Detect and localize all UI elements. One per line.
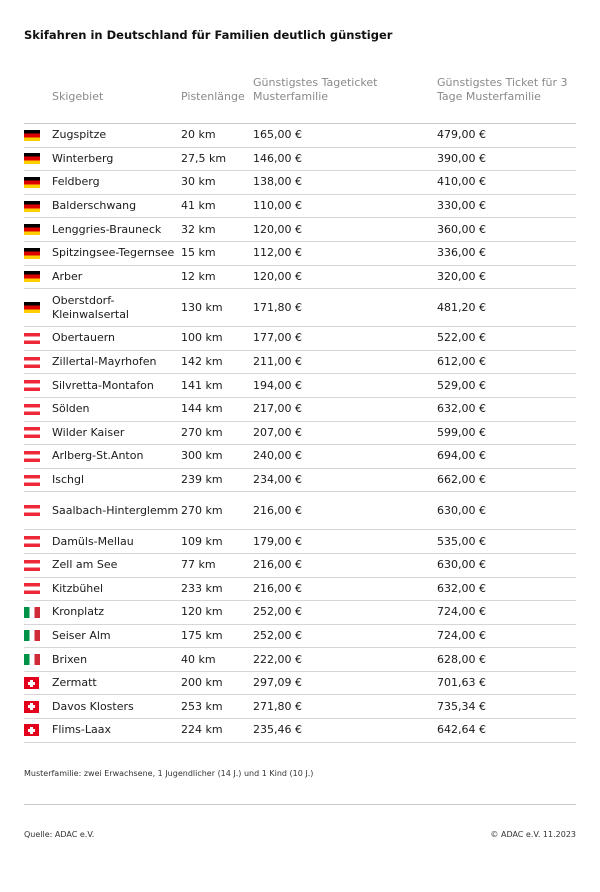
tagesticket-cell: 177,00 €	[253, 331, 302, 345]
header-tagesticket: Günstigstes Tageticket Musterfamilie	[253, 76, 378, 103]
ticket-3-tage-cell: 522,00 €	[437, 331, 486, 345]
ticket-3-tage-cell: 694,00 €	[437, 449, 486, 463]
skigebiet-cell: Saalbach-Hinterglemm	[52, 503, 179, 517]
ticket-3-tage-cell: 360,00 €	[437, 222, 486, 236]
ticket-3-tage-cell: 479,00 €	[437, 128, 486, 142]
pistenlaenge-cell: 15 km	[181, 246, 216, 260]
switzerland-flag-icon	[24, 677, 39, 689]
header-skigebiet: Skigebiet	[52, 90, 104, 103]
tagesticket-cell: 240,00 €	[253, 449, 302, 463]
austria-flag-icon	[24, 427, 40, 438]
table-row	[24, 124, 576, 148]
italy-flag-icon	[24, 654, 40, 665]
table-row	[24, 148, 576, 172]
table-row	[24, 327, 576, 351]
table-row	[24, 398, 576, 422]
skigebiet-cell: Balderschwang	[52, 199, 137, 213]
table-row	[24, 374, 576, 398]
pistenlaenge-cell: 120 km	[181, 605, 223, 619]
tagesticket-cell: 120,00 €	[253, 269, 302, 283]
ticket-3-tage-cell: 701,63 €	[437, 676, 486, 690]
table-row	[24, 445, 576, 469]
skigebiet-cell: Kronplatz	[52, 605, 105, 619]
germany-flag-icon	[24, 248, 40, 259]
ticket-3-tage-cell: 390,00 €	[437, 151, 486, 165]
ticket-3-tage-cell: 410,00 €	[437, 175, 486, 189]
header-pistenlaenge: Pistenlänge	[181, 90, 245, 103]
skigebiet-cell: Brixen	[52, 652, 88, 666]
table-row	[24, 578, 576, 602]
germany-flag-icon	[24, 177, 40, 188]
pistenlaenge-cell: 175 km	[181, 628, 223, 642]
ticket-3-tage-cell: 735,34 €	[437, 699, 486, 713]
skigebiet-cell: Arber	[52, 269, 83, 283]
skigebiet-cell: Zermatt	[52, 676, 97, 690]
tagesticket-cell: 216,00 €	[253, 503, 302, 517]
ticket-3-tage-cell: 630,00 €	[437, 558, 486, 572]
tagesticket-cell: 216,00 €	[253, 581, 302, 595]
austria-flag-icon	[24, 380, 40, 391]
pistenlaenge-cell: 270 km	[181, 425, 223, 439]
pistenlaenge-cell: 253 km	[181, 699, 223, 713]
tagesticket-cell: 165,00 €	[253, 128, 302, 142]
table-row	[24, 289, 576, 327]
table-row	[24, 719, 576, 743]
pistenlaenge-cell: 224 km	[181, 723, 223, 737]
table-row	[24, 422, 576, 446]
pistenlaenge-cell: 141 km	[181, 378, 223, 392]
austria-flag-icon	[24, 451, 40, 462]
footnote: Musterfamilie: zwei Erwachsene, 1 Jugendlicher (14 J.) und 1 Kind (10 J.)	[24, 769, 314, 778]
austria-flag-icon	[24, 475, 40, 486]
pistenlaenge-cell: 239 km	[181, 473, 223, 487]
tagesticket-cell: 217,00 €	[253, 402, 302, 416]
table-row	[24, 195, 576, 219]
pistenlaenge-cell: 32 km	[181, 222, 216, 236]
tagesticket-cell: 120,00 €	[253, 222, 302, 236]
pistenlaenge-cell: 142 km	[181, 355, 223, 369]
pistenlaenge-cell: 12 km	[181, 269, 216, 283]
austria-flag-icon	[24, 505, 40, 516]
tagesticket-cell: 252,00 €	[253, 628, 302, 642]
divider	[24, 804, 576, 805]
skigebiet-cell: Seiser Alm	[52, 628, 111, 642]
tagesticket-cell: 211,00 €	[253, 355, 302, 369]
skigebiet-cell: Wilder Kaiser	[52, 425, 125, 439]
skigebiet-cell: Arlberg-St.Anton	[52, 449, 144, 463]
austria-flag-icon	[24, 404, 40, 415]
ticket-3-tage-cell: 320,00 €	[437, 269, 486, 283]
price-table	[24, 68, 576, 743]
table-row	[24, 625, 576, 649]
skigebiet-cell: Obertauern	[52, 331, 116, 345]
page-title: Skifahren in Deutschland für Familien deutlich günstiger	[24, 28, 393, 42]
table-row	[24, 672, 576, 696]
pistenlaenge-cell: 200 km	[181, 676, 223, 690]
switzerland-flag-icon	[24, 724, 39, 736]
table-row	[24, 242, 576, 266]
germany-flag-icon	[24, 271, 40, 282]
skigebiet-cell: Zell am See	[52, 558, 118, 572]
pistenlaenge-cell: 109 km	[181, 534, 223, 548]
austria-flag-icon	[24, 583, 40, 594]
tagesticket-cell: 252,00 €	[253, 605, 302, 619]
pistenlaenge-cell: 300 km	[181, 449, 223, 463]
pistenlaenge-cell: 100 km	[181, 331, 223, 345]
table-row	[24, 695, 576, 719]
tagesticket-cell: 235,46 €	[253, 723, 302, 737]
austria-flag-icon	[24, 333, 40, 344]
table-row	[24, 218, 576, 242]
table-header	[24, 68, 576, 124]
ticket-3-tage-cell: 330,00 €	[437, 199, 486, 213]
skigebiet-cell: Lenggries-Brauneck	[52, 222, 162, 236]
austria-flag-icon	[24, 560, 40, 571]
pistenlaenge-cell: 130 km	[181, 300, 223, 314]
germany-flag-icon	[24, 224, 40, 235]
ticket-3-tage-cell: 630,00 €	[437, 503, 486, 517]
table-row	[24, 171, 576, 195]
pistenlaenge-cell: 233 km	[181, 581, 223, 595]
italy-flag-icon	[24, 607, 40, 618]
skigebiet-cell: Ischgl	[52, 473, 85, 487]
germany-flag-icon	[24, 130, 40, 141]
germany-flag-icon	[24, 153, 40, 164]
skigebiet-cell: Feldberg	[52, 175, 100, 189]
table-row	[24, 266, 576, 290]
copyright-note: © ADAC e.V. 11.2023	[490, 830, 576, 839]
skigebiet-cell: Silvretta-Montafon	[52, 378, 154, 392]
ticket-3-tage-cell: 612,00 €	[437, 355, 486, 369]
switzerland-flag-icon	[24, 701, 39, 713]
germany-flag-icon	[24, 302, 40, 313]
table-row	[24, 530, 576, 554]
skigebiet-cell: Sölden	[52, 402, 90, 416]
header-ticket-3-tage: Günstigstes Ticket für 3 Tage Musterfamilie	[437, 76, 568, 103]
ticket-3-tage-cell: 481,20 €	[437, 300, 486, 314]
ticket-3-tage-cell: 724,00 €	[437, 628, 486, 642]
table-row	[24, 351, 576, 375]
ticket-3-tage-cell: 599,00 €	[437, 425, 486, 439]
table-row	[24, 554, 576, 578]
table-row	[24, 648, 576, 672]
germany-flag-icon	[24, 201, 40, 212]
tagesticket-cell: 222,00 €	[253, 652, 302, 666]
pistenlaenge-cell: 41 km	[181, 199, 216, 213]
skigebiet-cell: Oberstdorf-Kleinwalsertal	[52, 293, 129, 321]
skigebiet-cell: Winterberg	[52, 151, 114, 165]
austria-flag-icon	[24, 536, 40, 547]
italy-flag-icon	[24, 630, 40, 641]
ticket-3-tage-cell: 632,00 €	[437, 581, 486, 595]
skigebiet-cell: Flims-Laax	[52, 723, 111, 737]
table-row	[24, 492, 576, 530]
ticket-3-tage-cell: 724,00 €	[437, 605, 486, 619]
table-body	[24, 124, 576, 743]
pistenlaenge-cell: 40 km	[181, 652, 216, 666]
tagesticket-cell: 216,00 €	[253, 558, 302, 572]
pistenlaenge-cell: 30 km	[181, 175, 216, 189]
skigebiet-cell: Damüls-Mellau	[52, 534, 134, 548]
austria-flag-icon	[24, 357, 40, 368]
pistenlaenge-cell: 77 km	[181, 558, 216, 572]
tagesticket-cell: 234,00 €	[253, 473, 302, 487]
pistenlaenge-cell: 27,5 km	[181, 151, 227, 165]
skigebiet-cell: Zillertal-Mayrhofen	[52, 355, 157, 369]
tagesticket-cell: 179,00 €	[253, 534, 302, 548]
tagesticket-cell: 271,80 €	[253, 699, 302, 713]
ticket-3-tage-cell: 535,00 €	[437, 534, 486, 548]
pistenlaenge-cell: 270 km	[181, 503, 223, 517]
tagesticket-cell: 207,00 €	[253, 425, 302, 439]
ticket-3-tage-cell: 632,00 €	[437, 402, 486, 416]
skigebiet-cell: Davos Klosters	[52, 699, 134, 713]
skigebiet-cell: Kitzbühel	[52, 581, 104, 595]
ticket-3-tage-cell: 642,64 €	[437, 723, 486, 737]
ticket-3-tage-cell: 529,00 €	[437, 378, 486, 392]
tagesticket-cell: 297,09 €	[253, 676, 302, 690]
table-row	[24, 601, 576, 625]
skigebiet-cell: Spitzingsee-Tegernsee	[52, 246, 175, 260]
tagesticket-cell: 194,00 €	[253, 378, 302, 392]
ticket-3-tage-cell: 336,00 €	[437, 246, 486, 260]
tagesticket-cell: 171,80 €	[253, 300, 302, 314]
source-note: Quelle: ADAC e.V.	[24, 830, 95, 839]
pistenlaenge-cell: 144 km	[181, 402, 223, 416]
ticket-3-tage-cell: 662,00 €	[437, 473, 486, 487]
pistenlaenge-cell: 20 km	[181, 128, 216, 142]
skigebiet-cell: Zugspitze	[52, 128, 107, 142]
tagesticket-cell: 146,00 €	[253, 151, 302, 165]
table-row	[24, 469, 576, 493]
tagesticket-cell: 112,00 €	[253, 246, 302, 260]
tagesticket-cell: 110,00 €	[253, 199, 302, 213]
tagesticket-cell: 138,00 €	[253, 175, 302, 189]
ticket-3-tage-cell: 628,00 €	[437, 652, 486, 666]
